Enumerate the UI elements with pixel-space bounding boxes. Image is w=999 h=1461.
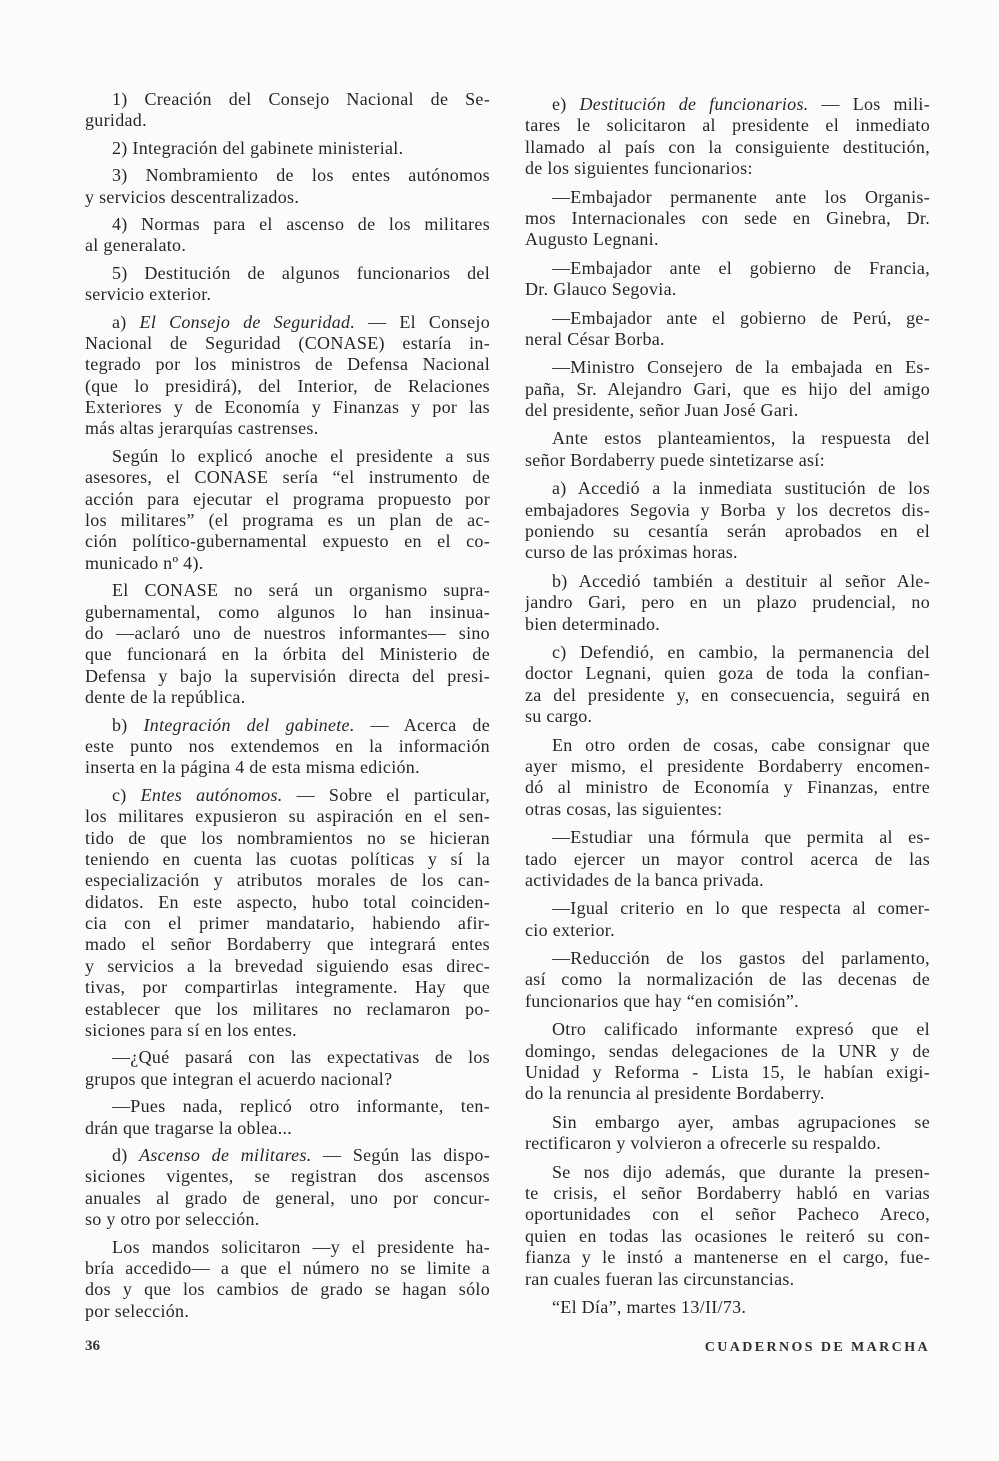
text-line: Nacional de Seguridad (CONASE) estaría in- <box>85 332 490 353</box>
text-line: ción político-gubernamental expuesto en el co- <box>85 531 490 552</box>
text-line: que funcionará en la órbita del Ministerio de <box>85 644 490 665</box>
text-line: so y otro por selección. <box>85 1209 260 1230</box>
text-line: —Embajador ante el gobierno de Francia, <box>552 257 930 278</box>
text-line: fianza y le instó a mantenerse en el cargo, fue- <box>525 1247 930 1268</box>
paragraph <box>525 1297 930 1318</box>
text-line: rectificaron y volvieron a ofrecerle su respaldo. <box>525 1133 882 1154</box>
paragraph <box>85 715 490 779</box>
text-line <box>85 785 490 806</box>
text-line: —Embajador permanente ante los Organis- <box>552 186 930 207</box>
text-line: dos y que los cambios de grado se hagan sólo <box>85 1279 490 1300</box>
text-line <box>85 312 490 333</box>
italic-subheading: El Consejo de Seguridad. <box>139 311 356 332</box>
line-text: e) <box>552 94 580 114</box>
text-line: actividades de la banca privada. <box>525 869 764 890</box>
text-line: municado nº 4). <box>85 552 204 573</box>
text-line: —Embajador ante el gobierno de Perú, ge- <box>552 307 930 328</box>
paragraph <box>525 948 930 1012</box>
text-line: za del presidente y, en consecuencia, seguirá en <box>525 684 930 705</box>
text-line: Unidad y Reforma - Lista 15, le habían exigi- <box>525 1062 930 1083</box>
italic-subheading: Ascenso de militares. <box>139 1144 312 1165</box>
text-line: do —aclaró uno de nuestros informantes— sino <box>85 622 490 643</box>
text-line: neral César Borba. <box>525 328 665 349</box>
paragraph <box>85 1047 490 1090</box>
paragraph <box>85 1237 490 1323</box>
text-line: acción para ejecutar el programa propuesto por <box>85 488 490 509</box>
text-line: curso de las próximas horas. <box>525 542 738 563</box>
text-line: funcionarios que hay “en comisión”. <box>525 990 799 1011</box>
text-line: tivas, por compartirlas integramente. Hay que <box>85 977 490 998</box>
text-line: didatos. En este aspecto, hubo total coinciden- <box>85 891 490 912</box>
text-line: cio exterior. <box>525 919 615 940</box>
text-line: paña, Sr. Alejandro Gari, que es hijo del amigo <box>525 378 930 399</box>
text-line: —Pues nada, replicó otro informante, ten- <box>112 1096 490 1117</box>
text-line: a) Accedió a la inmediata sustitución de los <box>552 478 930 499</box>
text-line: Sin embargo ayer, ambas agrupaciones se <box>552 1111 930 1132</box>
text-line: “El Día”, martes 13/II/73. <box>552 1296 747 1317</box>
text-line: tado ejercer un mayor control acerca de las <box>525 848 930 869</box>
text-line: jandro Gari, pero en un plazo prudencial, no <box>525 592 930 613</box>
text-line: (que lo presidirá), del Interior, de Relaciones <box>85 375 490 396</box>
paragraph <box>85 446 490 574</box>
italic-subheading: Entes autónomos. <box>140 784 283 805</box>
text-line: ran cuales fueran las circunstancias. <box>525 1268 795 1289</box>
text-line: Augusto Legnani. <box>525 229 659 250</box>
text-line: —Igual criterio en lo que respecta al comer- <box>552 898 930 919</box>
right-column <box>525 94 930 1325</box>
text-line: 5) Destitución de algunos funcionarios del <box>112 262 490 283</box>
paragraph <box>85 214 490 257</box>
text-line: Ante estos planteamientos, la respuesta del <box>552 428 930 449</box>
text-line <box>85 715 490 736</box>
text-line: por selección. <box>85 1300 190 1321</box>
text-line: dó al ministro de Economía y Finanzas, entre <box>525 777 930 798</box>
text-line: los militares expusieron su aspiración en el sen- <box>85 806 490 827</box>
text-line: y servicios descentralizados. <box>85 186 300 207</box>
text-line: poniendo su cesantía serán aprobados en el <box>525 521 930 542</box>
text-line: b) Accedió también a destituir al señor Ale- <box>552 570 930 591</box>
paragraph <box>525 187 930 251</box>
text-line: cia con el primer mandatario, habiendo afir- <box>85 913 490 934</box>
paragraph <box>85 580 490 708</box>
text-line: teniendo en cuenta las cuotas políticas y sí la <box>85 848 490 869</box>
text-line: guridad. <box>85 110 147 131</box>
text-line: tegrado por los ministros de Defensa Nacional <box>85 354 490 375</box>
paragraph <box>525 258 930 301</box>
paragraph <box>525 1019 930 1105</box>
paragraph <box>525 1112 930 1155</box>
text-line: 4) Normas para el ascenso de los militares <box>112 213 490 234</box>
text-line: —¿Qué pasará con las expectativas de los <box>112 1047 490 1068</box>
text-line: anuales al grado de general, uno por concur- <box>85 1187 490 1208</box>
line-text: — Según las dispo- <box>311 1144 490 1165</box>
text-line <box>525 94 930 115</box>
text-line: En otro orden de cosas, cabe consignar que <box>552 734 930 755</box>
text-line: tido de que los nombramientos no se hicieran <box>85 827 490 848</box>
text-line: su cargo. <box>525 706 593 727</box>
text-line: —Reducción de los gastos del parlamento, <box>552 948 930 969</box>
paragraph <box>85 312 490 440</box>
text-line: especialización y atributos morales de los can- <box>85 870 490 891</box>
text-line: asesores, el CONASE sería “el instrumento de <box>85 467 490 488</box>
text-line: drán que tragarse la oblea... <box>85 1117 293 1138</box>
line-text: b) <box>112 714 144 735</box>
text-line: bien determinado. <box>525 613 661 634</box>
text-line: Se nos dijo además, que durante la presen- <box>552 1161 930 1182</box>
italic-subheading: Integración del gabinete. <box>143 714 355 735</box>
text-line: —Estudiar una fórmula que permita al es- <box>552 827 930 848</box>
text-line: grupos que integran el acuerdo nacional? <box>85 1068 393 1089</box>
text-line: El CONASE no será un organismo supra- <box>112 580 490 601</box>
text-line: doctor Legnani, quien goza de toda la confian- <box>525 663 930 684</box>
paragraph <box>525 308 930 351</box>
paragraph <box>85 263 490 306</box>
text-line: domingo, sendas delegaciones de la UNR y de <box>525 1040 930 1061</box>
text-line: este punto nos extendemos en la información <box>85 735 490 756</box>
paragraph <box>85 785 490 1042</box>
line-text: — Acerca de <box>354 714 490 735</box>
text-line: 3) Nombramiento de los entes autónomos <box>112 165 490 186</box>
line-text: d) <box>112 1144 140 1165</box>
text-line: Exteriores y de Economía y Finanzas y por las <box>85 397 490 418</box>
line-text: a) <box>112 311 140 332</box>
text-line <box>85 1145 490 1166</box>
paragraph <box>525 898 930 941</box>
paragraph <box>85 89 490 132</box>
text-line: siciones vigentes, se registran dos ascensos <box>85 1166 490 1187</box>
text-line: así como la normalización de las decenas de <box>525 969 930 990</box>
left-column <box>85 89 490 1328</box>
line-text: c) <box>112 784 141 805</box>
text-line: quien en todas las ocasiones le reiteró su con- <box>525 1225 930 1246</box>
text-line: Los mandos solicitaron —y el presidente ha- <box>112 1236 490 1257</box>
text-line: dente de la república. <box>85 687 246 708</box>
text-line: siciones para sí en los entes. <box>85 1020 297 1041</box>
paragraph <box>525 827 930 891</box>
text-line: c) Defendió, en cambio, la permanencia del <box>552 641 930 662</box>
paragraph <box>525 1162 930 1290</box>
text-line: otras cosas, las siguientes: <box>525 798 723 819</box>
paragraph <box>85 1145 490 1231</box>
line-text: — Los mili- <box>808 94 930 114</box>
text-line: establecer que los militares no reclamaron po- <box>85 998 490 1019</box>
paragraph <box>525 428 930 471</box>
text-line: tares le solicitaron al presidente el inmediato <box>525 115 930 136</box>
paragraph <box>525 571 930 635</box>
text-line: señor Bordaberry puede sintetizarse así: <box>525 449 825 470</box>
paragraph <box>525 357 930 421</box>
text-line: y servicios a la brevedad siguiendo esas direc- <box>85 955 490 976</box>
text-line: 2) Integración del gabinete ministerial. <box>112 137 404 158</box>
page-number: 36 <box>85 1338 100 1354</box>
paragraph <box>525 94 930 180</box>
paragraph <box>85 165 490 208</box>
text-line: llamado al país con la consiguiente destitución, <box>525 136 930 157</box>
paragraph <box>85 138 490 159</box>
text-line: te crisis, el señor Bordaberry habló en varias <box>525 1182 930 1203</box>
italic-subheading: Destitución de funcionarios. <box>579 94 809 114</box>
text-line: de los siguientes funcionarios: <box>525 158 753 179</box>
text-line: servicio exterior. <box>85 284 212 305</box>
text-line: oportunidades con el señor Pacheco Areco, <box>525 1204 930 1225</box>
text-line: mado el señor Bordaberry que integrará entes <box>85 934 490 955</box>
publication-title: CUADERNOS DE MARCHA <box>704 1340 930 1355</box>
text-line: al generalato. <box>85 235 187 256</box>
text-line: inserta en la página 4 de esta misma edición. <box>85 757 420 778</box>
text-line: 1) Creación del Consejo Nacional de Se- <box>112 89 490 109</box>
paragraph <box>525 478 930 564</box>
text-line: Según lo explicó anoche el presidente a sus <box>112 445 490 466</box>
text-line: Dr. Glauco Segovia. <box>525 279 677 300</box>
text-line: bría accedido— a que el número no se limite a <box>85 1257 490 1278</box>
line-text: — El Consejo <box>355 311 490 332</box>
text-line: ayer mismo, el presidente Bordaberry encomen- <box>525 755 930 776</box>
paragraph <box>525 642 930 728</box>
line-text: — Sobre el particular, <box>282 784 490 805</box>
text-line: gubernamental, como algunos lo han insinua- <box>85 601 490 622</box>
text-line: —Ministro Consejero de la embajada en Es- <box>552 357 930 378</box>
text-line: Otro calificado informante expresó que el <box>552 1019 930 1040</box>
text-line: do la renuncia al presidente Bordaberry. <box>525 1083 825 1104</box>
text-line: más altas jerarquías castrenses. <box>85 418 319 439</box>
text-line: mos Internacionales con sede en Ginebra, Dr. <box>525 207 930 228</box>
text-line: del presidente, señor Juan José Gari. <box>525 400 799 421</box>
text-line: embajadores Segovia y Borba y los decretos dis- <box>525 499 930 520</box>
text-line: Defensa y bajo la supervisión directa del presi- <box>85 665 490 686</box>
paragraph <box>85 1096 490 1139</box>
text-line: los militares” (el programa es un plan de ac- <box>85 510 490 531</box>
paragraph <box>525 735 930 821</box>
